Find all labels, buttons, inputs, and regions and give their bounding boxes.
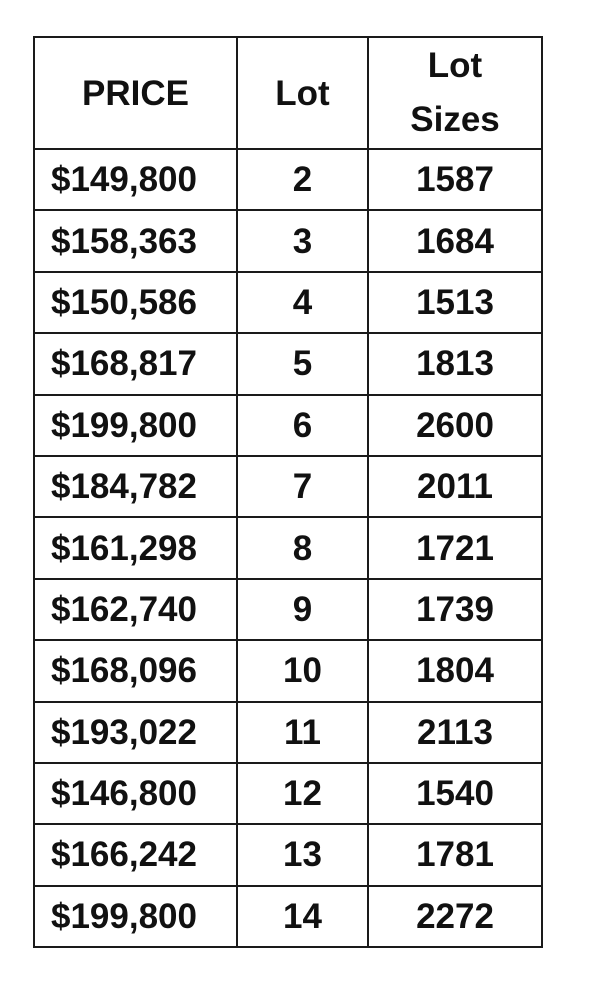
price-cell: $149,800	[34, 149, 237, 210]
header-row	[34, 37, 542, 149]
lot-cell: 13	[237, 824, 368, 885]
header-price: PRICE	[34, 37, 237, 149]
header-lot-sizes-line2: Sizes	[410, 100, 500, 139]
table-row	[34, 517, 542, 578]
header-lot-sizes-line1: Lot	[427, 46, 483, 85]
lot-size-cell: 1781	[368, 824, 542, 885]
lot-price-table	[33, 36, 543, 948]
price-cell: $199,800	[34, 395, 237, 456]
header-lot: Lot	[237, 37, 368, 149]
lot-cell: 5	[237, 333, 368, 394]
lot-size-cell: 1804	[368, 640, 542, 701]
lot-size-cell: 1513	[368, 272, 542, 333]
price-cell: $146,800	[34, 763, 237, 824]
table-row	[34, 579, 542, 640]
lot-size-cell: 1739	[368, 579, 542, 640]
price-cell: $162,740	[34, 579, 237, 640]
lot-size-cell: 2600	[368, 395, 542, 456]
lot-cell: 3	[237, 210, 368, 271]
lot-size-cell: 2272	[368, 886, 542, 947]
table-row	[34, 456, 542, 517]
table-row	[34, 272, 542, 333]
lot-cell: 8	[237, 517, 368, 578]
price-cell: $168,817	[34, 333, 237, 394]
price-cell: $150,586	[34, 272, 237, 333]
lot-cell: 2	[237, 149, 368, 210]
price-cell: $193,022	[34, 702, 237, 763]
table-header	[34, 37, 542, 149]
table-row	[34, 395, 542, 456]
price-cell: $184,782	[34, 456, 237, 517]
table-row	[34, 702, 542, 763]
lot-size-cell: 1587	[368, 149, 542, 210]
table-row	[34, 333, 542, 394]
price-cell: $166,242	[34, 824, 237, 885]
price-cell: $161,298	[34, 517, 237, 578]
lot-cell: 9	[237, 579, 368, 640]
lot-cell: 10	[237, 640, 368, 701]
lot-size-cell: 1721	[368, 517, 542, 578]
table-row	[34, 824, 542, 885]
table-row	[34, 763, 542, 824]
price-cell: $158,363	[34, 210, 237, 271]
lot-size-cell: 2011	[368, 456, 542, 517]
lot-size-cell: 1813	[368, 333, 542, 394]
table-row	[34, 149, 542, 210]
table-row	[34, 640, 542, 701]
table-row	[34, 210, 542, 271]
header-lot-sizes	[368, 37, 542, 149]
table-body	[34, 149, 542, 947]
lot-cell: 4	[237, 272, 368, 333]
table-row	[34, 886, 542, 947]
lot-cell: 11	[237, 702, 368, 763]
lot-size-cell: 2113	[368, 702, 542, 763]
lot-cell: 6	[237, 395, 368, 456]
lot-cell: 12	[237, 763, 368, 824]
price-cell: $168,096	[34, 640, 237, 701]
price-cell: $199,800	[34, 886, 237, 947]
lot-size-cell: 1540	[368, 763, 542, 824]
lot-cell: 7	[237, 456, 368, 517]
lot-cell: 14	[237, 886, 368, 947]
lot-size-cell: 1684	[368, 210, 542, 271]
